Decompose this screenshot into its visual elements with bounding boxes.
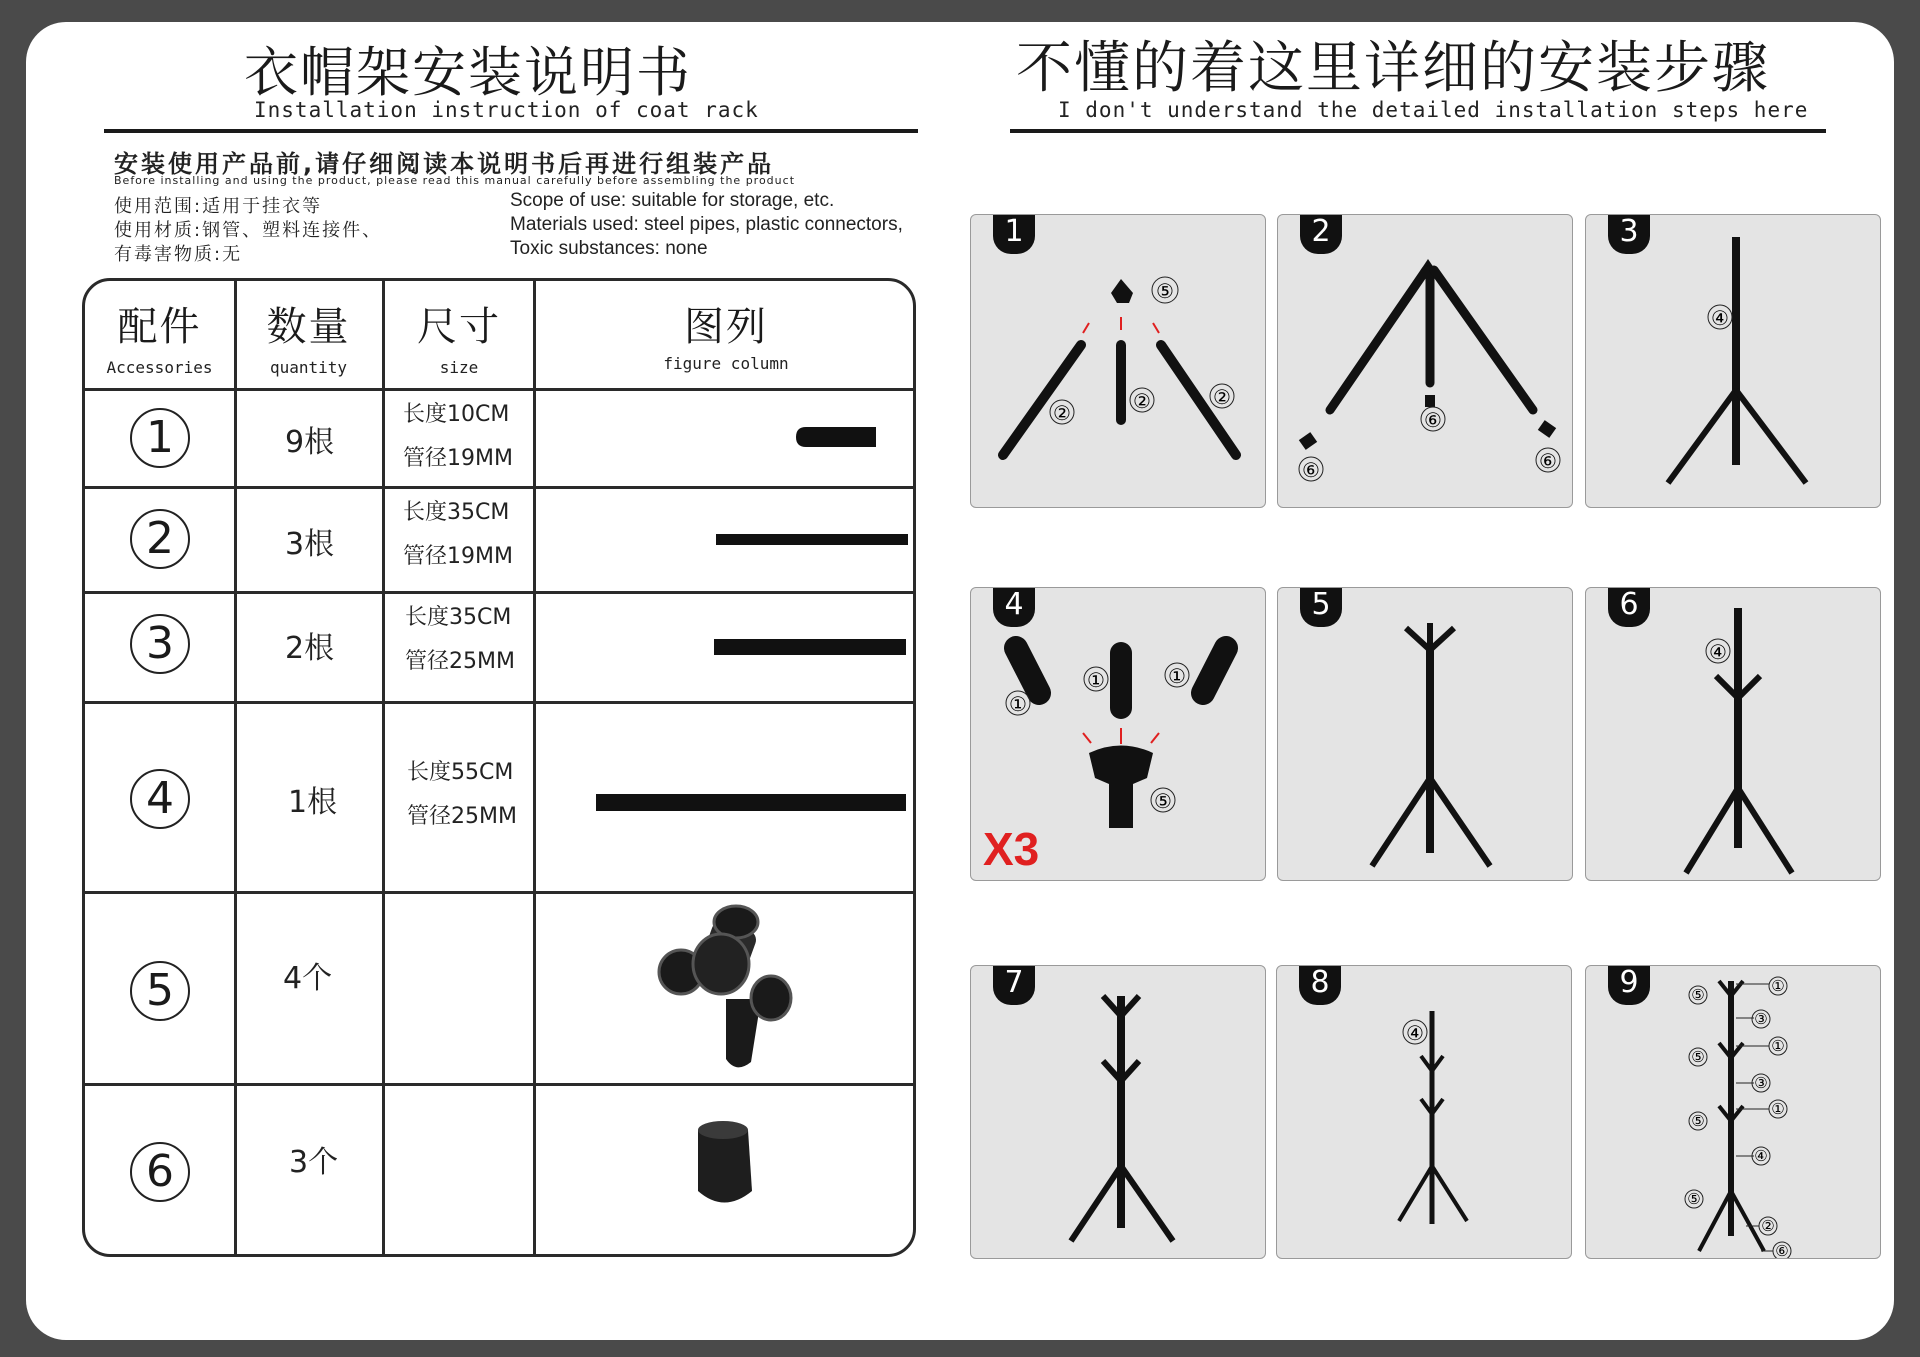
left-title-rule <box>104 129 918 133</box>
svg-text:⑤: ⑤ <box>1156 279 1174 303</box>
svg-text:①: ① <box>1771 1037 1785 1055</box>
scope-en: Scope of use: suitable for storage, etc. <box>510 190 835 211</box>
right-title-en: I don't understand the detailed installation steps here <box>1058 98 1809 122</box>
svg-text:⑤: ⑤ <box>1154 789 1172 813</box>
right-title-rule <box>1010 129 1826 133</box>
materials-cn: 使用材质:钢管、塑料连接件、 <box>114 220 383 241</box>
part-figure-1 <box>536 391 914 485</box>
svg-text:④: ④ <box>1754 1147 1768 1165</box>
svg-text:⑥: ⑥ <box>1424 408 1442 432</box>
instruction-sheet <box>26 22 1894 1340</box>
svg-text:①: ① <box>1168 664 1186 688</box>
part-number-3: 3 <box>130 614 190 674</box>
svg-text:①: ① <box>1009 692 1027 716</box>
part-qty-4: 1根 <box>288 785 338 820</box>
step-figure-5 <box>1278 588 1572 880</box>
step-panel-1 <box>970 214 1266 508</box>
left-title-cn: 衣帽架安装说明书 <box>244 41 692 104</box>
svg-text:⑤: ⑤ <box>1691 1048 1705 1066</box>
step-figure-2 <box>1278 215 1572 507</box>
part-qty-3: 2根 <box>285 631 335 666</box>
step-figure-7 <box>971 966 1265 1258</box>
svg-text:⑥: ⑥ <box>1775 1242 1789 1258</box>
svg-text:②: ② <box>1213 385 1231 409</box>
step-badge-4: 4 <box>993 587 1035 627</box>
parts-table <box>82 278 916 1257</box>
step-panel-9 <box>1585 965 1881 1259</box>
svg-text:②: ② <box>1053 401 1071 425</box>
part-figure-6 <box>536 1086 914 1256</box>
part-number-1: 1 <box>130 408 190 468</box>
svg-text:①: ① <box>1771 977 1785 995</box>
tube-image <box>714 639 906 655</box>
notice-cn: 安装使用产品前,请仔细阅读本说明书后再进行组装产品 <box>114 150 775 178</box>
svg-text:②: ② <box>1761 1217 1775 1235</box>
part-size-2: 长度35CM 管径19MM <box>403 500 513 569</box>
part-size-4: 长度55CM 管径25MM <box>407 760 517 829</box>
step-badge-8: 8 <box>1299 965 1341 1005</box>
part-number-2: 2 <box>130 509 190 569</box>
step-badge-6: 6 <box>1608 587 1650 627</box>
tube-image <box>716 534 908 545</box>
step-badge-7: 7 <box>993 965 1035 1005</box>
part-qty-1: 9根 <box>285 425 335 460</box>
step-badge-9: 9 <box>1608 965 1650 1005</box>
right-title-cn: 不懂的着这里详细的安装步骤 <box>1016 36 1770 101</box>
part-number-5: 5 <box>130 961 190 1021</box>
part-figure-5 <box>536 894 914 1081</box>
svg-text:②: ② <box>1133 389 1151 413</box>
left-title-en: Installation instruction of coat rack <box>254 98 759 122</box>
toxic-cn: 有毒害物质:无 <box>114 244 243 265</box>
part-size-3: 长度35CM 管径25MM <box>405 605 515 674</box>
scope-cn: 使用范围:适用于挂衣等 <box>114 196 323 217</box>
short-tube-image <box>796 427 876 447</box>
toxic-en: Toxic substances: none <box>510 238 708 259</box>
svg-text:①: ① <box>1771 1100 1785 1118</box>
step-panel-8 <box>1276 965 1572 1259</box>
step-figure-9 <box>1586 966 1880 1258</box>
header-figure: 图列 figure column <box>663 304 789 373</box>
notice-en: Before installing and using the product, please read this manual carefully before assembling the product <box>114 174 796 187</box>
step-figure-6 <box>1586 588 1880 880</box>
part-figure-4 <box>536 704 914 889</box>
part-figure-2 <box>536 489 914 589</box>
header-accessories: 配件 Accessories <box>106 304 213 377</box>
step-figure-3 <box>1586 215 1880 507</box>
part-qty-2: 3根 <box>285 527 335 562</box>
svg-text:①: ① <box>1087 668 1105 692</box>
header-quantity: 数量 quantity <box>266 304 351 377</box>
step-panel-6 <box>1585 587 1881 881</box>
long-tube-image <box>596 794 906 811</box>
part-figure-3 <box>536 594 914 699</box>
part-qty-5: 4个 <box>283 961 333 996</box>
step-panel-2 <box>1277 214 1573 508</box>
svg-text:⑤: ⑤ <box>1687 1190 1701 1208</box>
step-panel-5 <box>1277 587 1573 881</box>
foot-cap-image <box>698 1121 752 1203</box>
step-panel-4 <box>970 587 1266 881</box>
connector-image <box>659 906 791 1067</box>
materials-en: Materials used: steel pipes, plastic connectors, <box>510 214 903 235</box>
svg-text:③: ③ <box>1754 1010 1768 1028</box>
step-panel-7 <box>970 965 1266 1259</box>
part-number-4: 4 <box>130 769 190 829</box>
part-size-1: 长度10CM 管径19MM <box>403 402 513 471</box>
svg-text:⑤: ⑤ <box>1691 986 1705 1004</box>
header-size: 尺寸 size <box>417 304 501 377</box>
connector-icon <box>1111 279 1133 303</box>
step-figure-1 <box>971 215 1265 507</box>
svg-text:④: ④ <box>1711 306 1729 330</box>
svg-text:⑥: ⑥ <box>1539 449 1557 473</box>
step-badge-5: 5 <box>1300 587 1342 627</box>
svg-text:④: ④ <box>1406 1021 1424 1045</box>
part-number-6: 6 <box>130 1142 190 1202</box>
step-badge-1: 1 <box>993 214 1035 254</box>
svg-text:⑤: ⑤ <box>1691 1112 1705 1130</box>
step-panel-3 <box>1585 214 1881 508</box>
connector-icon <box>1089 746 1153 829</box>
svg-text:④: ④ <box>1709 640 1727 664</box>
multiplier-x3: X3 <box>983 823 1040 875</box>
svg-text:⑥: ⑥ <box>1302 458 1320 482</box>
step-badge-3: 3 <box>1608 214 1650 254</box>
step-badge-2: 2 <box>1300 214 1342 254</box>
svg-text:③: ③ <box>1754 1074 1768 1092</box>
part-qty-6: 3个 <box>289 1145 339 1180</box>
step-figure-8 <box>1277 966 1571 1258</box>
